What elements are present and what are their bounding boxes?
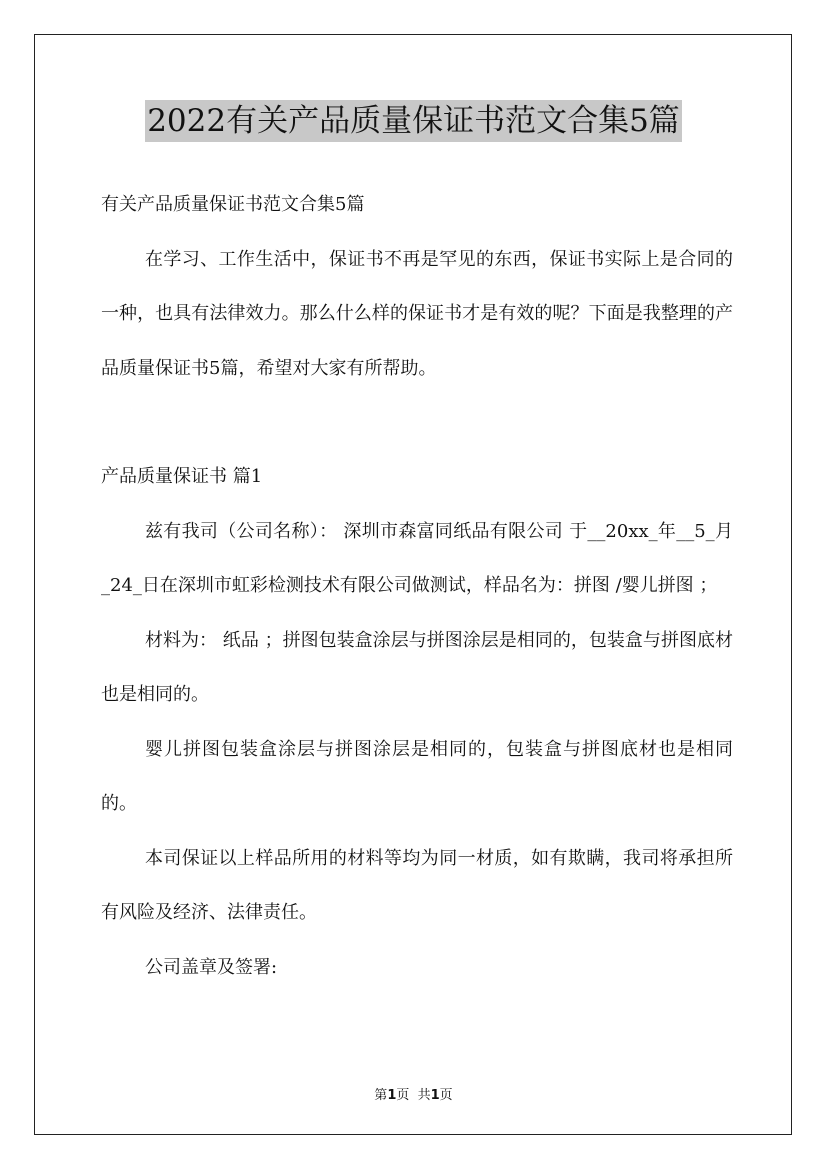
page-prefix: 第 — [374, 1088, 388, 1103]
signature-line: 公司盖章及签署: — [145, 956, 278, 978]
page-footer — [0, 1084, 827, 1103]
body-paragraph: 兹有我司（公司名称）： 深圳市森富同纸品有限公司 于__20xx_年__5_月_24_日在深圳市虹彩检测技术有限公司做测试，样品名为：拼图 /婴儿拼图 ； — [101, 520, 733, 596]
page-total: 1 — [430, 1088, 440, 1103]
document-title: 2022有关产品质量保证书范文合集5篇 — [145, 100, 682, 142]
document-subtitle: 有关产品质量保证书范文合集5篇 — [101, 194, 365, 215]
intro-paragraph: 在学习、工作生活中，保证书不再是罕见的东西，保证书实际上是合同的一种，也具有法律效力。那么什么样的保证书才是有效的呢？下面是我整理的产品质量保证书5篇，希望对大家有所帮助。 — [101, 248, 733, 379]
page-current: 1 — [387, 1088, 397, 1103]
document-body — [101, 178, 733, 995]
section-gap — [101, 396, 733, 450]
body-paragraph: 婴儿拼图包装盒涂层与拼图涂层是相同的，包装盒与拼图底材也是相同的。 — [101, 738, 733, 814]
body-paragraph: 材料为： 纸品 ；拼图包装盒涂层与拼图涂层是相同的，包装盒与拼图底材也是相同的。 — [101, 629, 733, 705]
page-mid: 页 共 — [396, 1088, 431, 1103]
section-heading: 产品质量保证书 篇1 — [101, 466, 263, 487]
page-suffix: 页 — [439, 1088, 453, 1103]
body-paragraph: 本司保证以上样品所用的材料等均为同一材质，如有欺瞒，我司将承担所有风险及经济、法律责任。 — [101, 847, 733, 923]
title-container — [0, 100, 827, 142]
